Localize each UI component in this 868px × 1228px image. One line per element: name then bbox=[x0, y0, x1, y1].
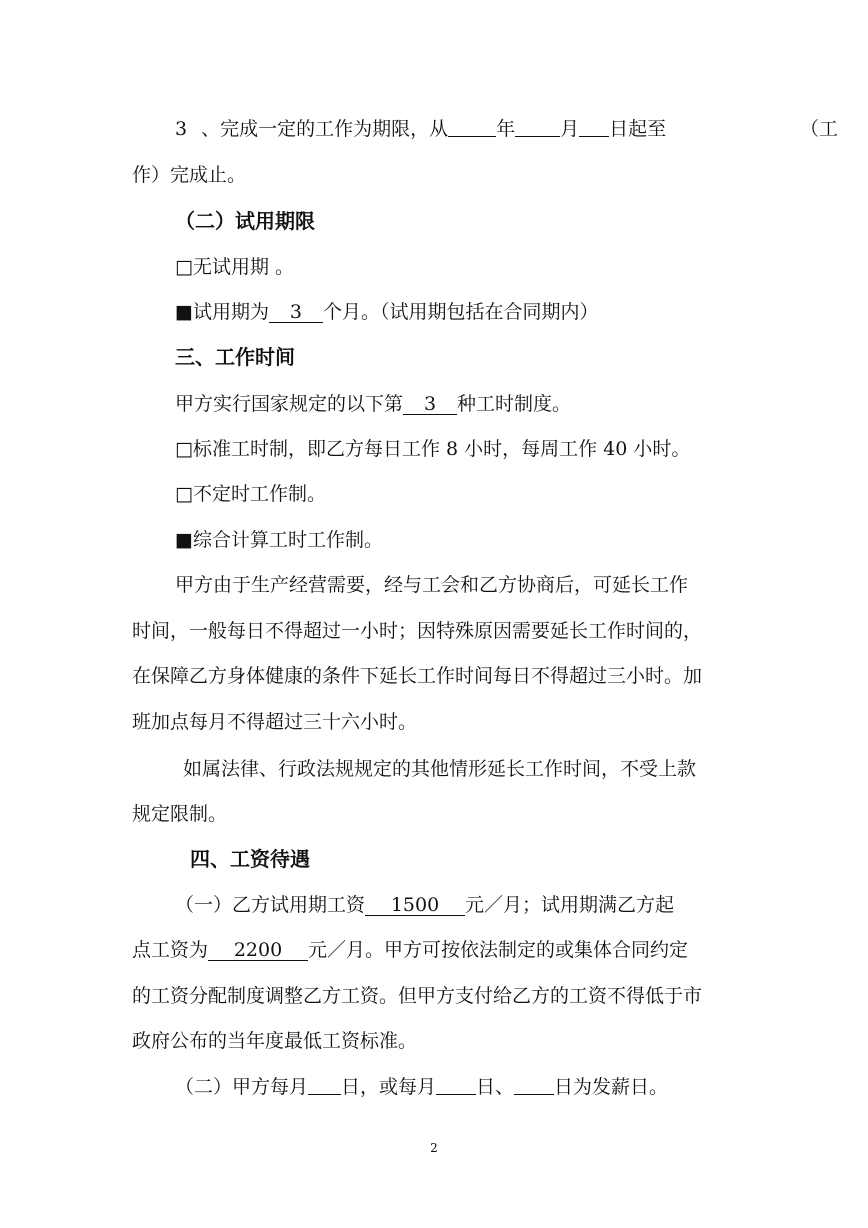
probation-period-suffix: 个月。（试用期包括在合同期内） bbox=[322, 301, 599, 323]
probation-wage-suffix: 元／月；试用期满乙方起 bbox=[465, 894, 675, 916]
probation-wage-value: 1500 bbox=[365, 895, 465, 916]
payday-blank-2 bbox=[436, 1075, 476, 1095]
probation-period-line bbox=[175, 300, 598, 324]
start-wage-value: 2200 bbox=[208, 940, 308, 961]
work-system-suffix: 种工时制度。 bbox=[457, 393, 572, 415]
overtime-paragraph-line: 班加点每月不得超过三十六小时。 bbox=[132, 711, 418, 733]
term-item-number: 3 bbox=[175, 118, 188, 140]
term-item-continuation: 作）完成止。 bbox=[132, 164, 247, 186]
payday-separator: 日、 bbox=[476, 1076, 515, 1098]
payday-line bbox=[175, 1075, 668, 1099]
probation-wage-prefix: （一）乙方试用期工资 bbox=[175, 894, 366, 916]
year-blank bbox=[448, 117, 496, 137]
probation-heading: （二）试用期限 bbox=[175, 209, 315, 233]
standard-hours-option: □标准工时制，即乙方每日工作 8 小时，每周工作 40 小时。 bbox=[175, 438, 691, 460]
overtime-paragraph-line: 在保障乙方身体健康的条件下延长工作时间每日不得超过三小时。加 bbox=[132, 665, 703, 687]
probation-wage-line bbox=[175, 893, 674, 917]
work-system-line bbox=[175, 392, 571, 416]
month-blank bbox=[515, 117, 560, 137]
start-wage-suffix: 元／月。甲方可按依法制定的或集体合同约定 bbox=[308, 939, 689, 961]
payday-suffix: 日为发薪日。 bbox=[554, 1076, 669, 1098]
term-work-paren: （工 bbox=[800, 118, 839, 140]
day-blank bbox=[579, 117, 609, 137]
work-system-prefix: 甲方实行国家规定的以下第 bbox=[175, 393, 404, 415]
probation-months-value: 3 bbox=[269, 302, 323, 323]
payday-blank-3 bbox=[514, 1075, 554, 1095]
page-number: 2 bbox=[430, 1141, 438, 1155]
month-label: 月 bbox=[560, 118, 580, 140]
start-wage-line bbox=[132, 938, 688, 962]
start-wage-prefix: 点工资为 bbox=[132, 939, 209, 961]
day-label: 日起至 bbox=[609, 118, 667, 140]
overtime-paragraph-line: 甲方由于生产经营需要，经与工会和乙方协商后，可延长工作 bbox=[175, 574, 689, 596]
wage-paragraph-line: 的工资分配制度调整乙方工资。但甲方支付给乙方的工资不得低于市 bbox=[132, 985, 703, 1007]
exception-paragraph-line: 如属法律、行政法规规定的其他情形延长工作时间，不受上款 bbox=[183, 758, 697, 780]
work-time-heading: 三、工作时间 bbox=[175, 345, 295, 369]
payday-middle: 日，或每月 bbox=[341, 1076, 437, 1098]
year-label: 年 bbox=[496, 118, 516, 140]
wages-heading: 四、工资待遇 bbox=[190, 847, 310, 871]
term-item-3-line bbox=[175, 117, 666, 141]
no-probation-option: □无试用期 。 bbox=[175, 256, 294, 278]
probation-period-prefix: ■试用期为 bbox=[175, 301, 269, 323]
overtime-paragraph-line: 时间，一般每日不得超过一小时；因特殊原因需要延长工作时间的， bbox=[132, 620, 703, 642]
exception-paragraph-line: 规定限制。 bbox=[132, 803, 228, 825]
term-item-text: 、完成一定的工作为期限，从 bbox=[201, 118, 449, 140]
work-system-value: 3 bbox=[403, 394, 457, 415]
flexible-hours-option: □不定时工作制。 bbox=[175, 483, 326, 505]
payday-blank-1 bbox=[308, 1075, 341, 1095]
comprehensive-hours-option: ■综合计算工时工作制。 bbox=[175, 529, 383, 551]
wage-paragraph-line: 政府公布的当年度最低工资标准。 bbox=[132, 1030, 418, 1052]
payday-prefix: （二）甲方每月 bbox=[175, 1076, 309, 1098]
